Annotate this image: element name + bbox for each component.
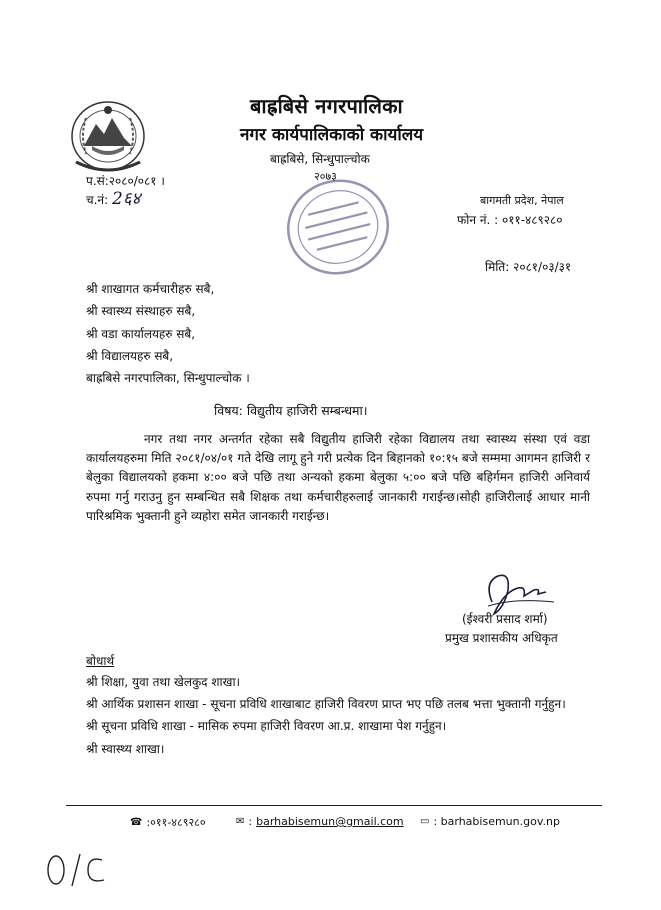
recipient-line: बाह्रबिसे नगरपालिका, सिन्धुपाल्चोक । xyxy=(86,371,250,386)
cc-item: श्री आर्थिक प्रशासन शाखा - सूचना प्रविधि शाखाबाट हाजिरी विवरण प्राप्त भए पछि तलब भत्ता भुक्तानी गर्नुहुन। xyxy=(86,697,566,712)
letter-body: नगर तथा नगर अन्तर्गत रहेका सबै विद्युतीय हाजिरी रहेका विद्यालय तथा स्वास्थ्य संस्था एवं वडा कार्यालयहरुमा मिति २०८१/०४/०१ गते देखि लागू हुने गरी प्रत्येक दिन बिहानको १०:१५ बजे सम्ममा आगमन हाजिरी र बेलुका विद्यालयको हकमा ४:०० बजे पछि तथा अन्यको हकमा बेलुका ५:०० बजे पछि बहिर्गमन हाजिरी अनिवार्य रुपमा गर्नु गराउनु हुन सम्बन्धित सबै शिक्षक तथा कर्मचारीहरुलाई जानकारी गराईन्छ।सोही हाजिरीलाई आधार मानी पारिश्रमिक भुक्तानी हुने व्यहोरा समेत जानकारी गराईन्छ। xyxy=(86,432,590,523)
website-link[interactable]: : barhabisemun.gov.np xyxy=(433,815,560,828)
signer-title: प्रमुख प्रशासकीय अधिकृत xyxy=(445,631,558,645)
cc-heading: बोधार्थ xyxy=(86,654,115,668)
dispatch-number-label: च.नं: xyxy=(86,193,109,207)
recipient-line: श्री स्वास्थ्य संस्थाहरु सबै, xyxy=(86,304,196,319)
computer-icon: ▭ xyxy=(420,816,430,827)
footer-email xyxy=(236,815,404,828)
cc-list xyxy=(86,671,596,760)
organization-name: बाह्रबिसे नगरपालिका xyxy=(250,94,403,118)
office-address: बाह्रबिसे, सिन्धुपाल्चोक xyxy=(270,152,370,166)
office-stamp xyxy=(282,174,394,280)
recipient-line: श्री वडा कार्यालयहरु सबै, xyxy=(86,326,196,341)
recipient-line: श्री शाखागत कर्मचारीहरु सबै, xyxy=(86,282,215,296)
office-name: नगर कार्यपालिकाको कार्यालय xyxy=(240,125,424,145)
email-link[interactable]: barhabisemun@gmail.com xyxy=(256,815,404,828)
footer-phone xyxy=(130,815,206,830)
established-year: २०७३ xyxy=(314,170,337,183)
dispatch-number: 2६४ xyxy=(112,189,141,209)
handwritten-note xyxy=(42,846,114,890)
cc-item: श्री सूचना प्रविधि शाखा - मासिक रुपमा हाजिरी विवरण आ.प्र. शाखामा पेश गर्नुहुन। xyxy=(86,719,447,734)
footer-email-prefix: : xyxy=(248,815,253,828)
telephone-icon: ☎ xyxy=(130,817,143,828)
reference-number: प.सं:२०८०/०८१ । xyxy=(86,174,165,188)
recipient-line: श्री विद्यालयहरु सबै, xyxy=(86,348,174,363)
recipients-block xyxy=(86,278,250,389)
phone-number: फोन नं. : ०११-४८९२८० xyxy=(457,213,563,227)
nepal-emblem-logo xyxy=(66,96,150,176)
letter-date: मिति: २०८१/०३/३१ xyxy=(485,260,572,274)
cc-item: श्री शिक्षा, युवा तथा खेलकुद शाखा। xyxy=(86,675,241,689)
footer-website xyxy=(420,815,560,828)
letter-subject: विषय: विद्युतीय हाजिरी सम्बन्धमा। xyxy=(214,403,368,418)
signer-name: (ईश्वरी प्रसाद शर्मा) xyxy=(462,612,548,626)
province-name: बागमती प्रदेश, नेपाल xyxy=(480,194,564,207)
footer-divider xyxy=(66,805,602,806)
cc-item: श्री स्वास्थ्य शाखा। xyxy=(86,741,165,756)
footer-phone-text: :०११-४८९२८० xyxy=(146,816,206,829)
envelope-icon: ✉ xyxy=(236,816,245,827)
